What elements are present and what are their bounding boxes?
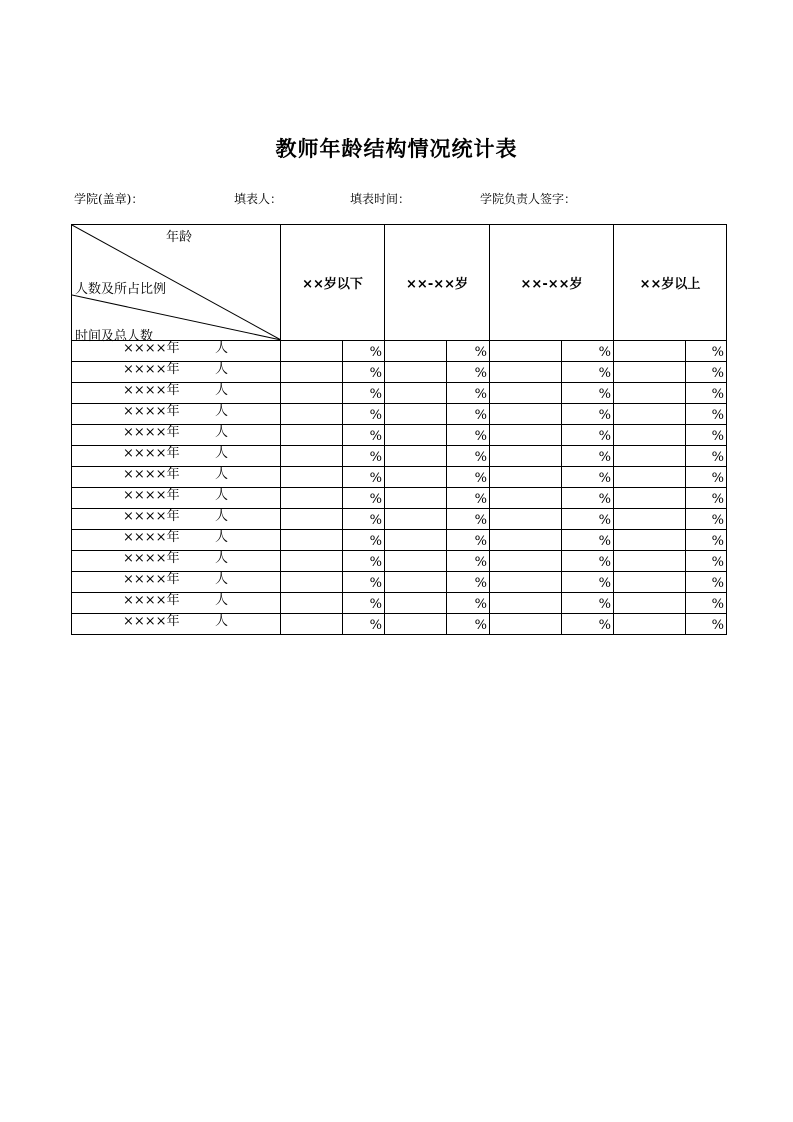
count-input-cell[interactable] xyxy=(614,341,686,362)
year-total-cell[interactable] xyxy=(72,488,281,509)
percent-cell[interactable]: % xyxy=(447,593,490,614)
count-input-cell[interactable] xyxy=(490,446,562,467)
age-group-header: ××-××岁 xyxy=(490,225,614,341)
percent-cell[interactable]: % xyxy=(447,551,490,572)
count-input-cell[interactable] xyxy=(281,614,343,635)
percent-cell[interactable]: % xyxy=(686,383,727,404)
count-input-cell[interactable] xyxy=(490,383,562,404)
percent-cell[interactable]: % xyxy=(562,383,614,404)
year-total-cell[interactable] xyxy=(72,425,281,446)
people-unit-label: 人 xyxy=(215,488,229,503)
percent-cell[interactable]: % xyxy=(686,341,727,362)
year-total-cell[interactable] xyxy=(72,551,281,572)
age-structure-table xyxy=(71,224,727,635)
count-input-cell[interactable] xyxy=(490,509,562,530)
count-input-cell[interactable] xyxy=(490,404,562,425)
table-row xyxy=(72,404,727,425)
count-input-cell[interactable] xyxy=(614,488,686,509)
year-label: ××××年 xyxy=(123,593,180,608)
count-input-cell[interactable] xyxy=(614,425,686,446)
table-row xyxy=(72,467,727,488)
percent-cell[interactable]: % xyxy=(343,425,385,446)
diagonal-header-cell xyxy=(72,225,281,344)
percent-cell[interactable]: % xyxy=(343,404,385,425)
count-input-cell[interactable] xyxy=(490,530,562,551)
percent-cell[interactable]: % xyxy=(562,404,614,425)
college-seal-label: 学院(盖章)： xyxy=(74,192,144,206)
percent-cell[interactable]: % xyxy=(343,530,385,551)
percent-cell[interactable]: % xyxy=(686,404,727,425)
count-input-cell[interactable] xyxy=(281,446,343,467)
count-input-cell[interactable] xyxy=(614,467,686,488)
count-input-cell[interactable] xyxy=(385,425,447,446)
percent-cell[interactable]: % xyxy=(447,362,490,383)
people-unit-label: 人 xyxy=(215,593,229,608)
year-total-cell[interactable] xyxy=(72,341,281,362)
count-input-cell[interactable] xyxy=(385,341,447,362)
people-unit-label: 人 xyxy=(215,530,229,545)
percent-cell[interactable]: % xyxy=(562,509,614,530)
year-label: ××××年 xyxy=(123,341,180,356)
table-row xyxy=(72,509,727,530)
table-row xyxy=(72,341,727,362)
percent-cell[interactable]: % xyxy=(686,551,727,572)
table-row xyxy=(72,488,727,509)
people-unit-label: 人 xyxy=(215,425,229,440)
percent-cell[interactable]: % xyxy=(686,362,727,383)
count-input-cell[interactable] xyxy=(281,509,343,530)
percent-cell[interactable]: % xyxy=(447,446,490,467)
count-input-cell[interactable] xyxy=(490,467,562,488)
percent-cell[interactable]: % xyxy=(447,572,490,593)
year-label: ××××年 xyxy=(123,572,180,587)
year-total-cell[interactable] xyxy=(72,530,281,551)
age-group-header: ××-××岁 xyxy=(385,225,490,341)
percent-cell[interactable]: % xyxy=(686,467,727,488)
percent-cell[interactable]: % xyxy=(686,425,727,446)
year-label: ××××年 xyxy=(123,530,180,545)
people-unit-label: 人 xyxy=(215,509,229,524)
people-unit-label: 人 xyxy=(215,404,229,419)
count-input-cell[interactable] xyxy=(614,614,686,635)
people-unit-label: 人 xyxy=(215,446,229,461)
count-input-cell[interactable] xyxy=(281,530,343,551)
percent-cell[interactable]: % xyxy=(343,446,385,467)
people-unit-label: 人 xyxy=(215,383,229,398)
year-total-cell[interactable] xyxy=(72,383,281,404)
count-input-cell[interactable] xyxy=(385,362,447,383)
count-input-cell[interactable] xyxy=(490,614,562,635)
percent-cell[interactable]: % xyxy=(686,488,727,509)
percent-cell[interactable]: % xyxy=(562,593,614,614)
count-input-cell[interactable] xyxy=(490,572,562,593)
count-input-cell[interactable] xyxy=(385,551,447,572)
percent-cell[interactable]: % xyxy=(343,467,385,488)
count-input-cell[interactable] xyxy=(614,593,686,614)
age-group-header: ××岁以下 xyxy=(281,225,385,341)
corner-time-label: 时间及总人数 xyxy=(75,329,154,344)
year-total-cell[interactable] xyxy=(72,362,281,383)
percent-cell[interactable]: % xyxy=(562,572,614,593)
table-row xyxy=(72,530,727,551)
table-row xyxy=(72,593,727,614)
year-total-cell[interactable] xyxy=(72,446,281,467)
count-input-cell[interactable] xyxy=(490,593,562,614)
count-input-cell[interactable] xyxy=(614,446,686,467)
count-input-cell[interactable] xyxy=(385,509,447,530)
percent-cell[interactable]: % xyxy=(447,404,490,425)
percent-cell[interactable]: % xyxy=(343,593,385,614)
percent-cell[interactable]: % xyxy=(343,383,385,404)
year-label: ××××年 xyxy=(123,425,180,440)
table-row xyxy=(72,551,727,572)
percent-cell[interactable]: % xyxy=(447,488,490,509)
percent-cell[interactable]: % xyxy=(562,446,614,467)
year-total-cell[interactable] xyxy=(72,467,281,488)
page-title: 教师年龄结构情况统计表 xyxy=(275,137,518,161)
percent-cell[interactable]: % xyxy=(447,425,490,446)
people-unit-label: 人 xyxy=(215,341,229,356)
percent-cell[interactable]: % xyxy=(447,509,490,530)
percent-cell[interactable]: % xyxy=(686,530,727,551)
count-input-cell[interactable] xyxy=(385,446,447,467)
count-input-cell[interactable] xyxy=(614,404,686,425)
count-input-cell[interactable] xyxy=(614,362,686,383)
people-unit-label: 人 xyxy=(215,614,229,629)
percent-cell[interactable]: % xyxy=(447,614,490,635)
count-input-cell[interactable] xyxy=(281,383,343,404)
table-row xyxy=(72,425,727,446)
percent-cell[interactable]: % xyxy=(343,551,385,572)
table-row xyxy=(72,614,727,635)
percent-cell[interactable]: % xyxy=(343,614,385,635)
count-input-cell[interactable] xyxy=(614,530,686,551)
count-input-cell[interactable] xyxy=(385,383,447,404)
count-input-cell[interactable] xyxy=(614,383,686,404)
count-input-cell[interactable] xyxy=(385,467,447,488)
people-unit-label: 人 xyxy=(215,551,229,566)
percent-cell[interactable]: % xyxy=(447,530,490,551)
people-unit-label: 人 xyxy=(215,572,229,587)
count-input-cell[interactable] xyxy=(281,425,343,446)
year-total-cell[interactable] xyxy=(72,572,281,593)
people-unit-label: 人 xyxy=(215,467,229,482)
count-input-cell[interactable] xyxy=(614,572,686,593)
year-total-cell[interactable] xyxy=(72,509,281,530)
signature-label: 学院负责人签字： xyxy=(480,192,577,206)
percent-cell[interactable]: % xyxy=(562,341,614,362)
count-input-cell[interactable] xyxy=(614,551,686,572)
corner-ratio-label: 人数及所占比例 xyxy=(75,282,167,297)
year-label: ××××年 xyxy=(123,446,180,461)
table-row xyxy=(72,383,727,404)
year-label: ××××年 xyxy=(123,467,180,482)
count-input-cell[interactable] xyxy=(385,488,447,509)
count-input-cell[interactable] xyxy=(490,425,562,446)
table-row xyxy=(72,362,727,383)
percent-cell[interactable]: % xyxy=(686,593,727,614)
count-input-cell[interactable] xyxy=(281,341,343,362)
percent-cell[interactable]: % xyxy=(343,488,385,509)
year-total-cell[interactable] xyxy=(72,404,281,425)
year-total-cell[interactable] xyxy=(72,593,281,614)
year-label: ××××年 xyxy=(123,551,180,566)
count-input-cell[interactable] xyxy=(281,593,343,614)
percent-cell[interactable]: % xyxy=(562,362,614,383)
count-input-cell[interactable] xyxy=(385,572,447,593)
count-input-cell[interactable] xyxy=(490,488,562,509)
age-group-header: ××岁以上 xyxy=(614,225,727,341)
people-unit-label: 人 xyxy=(215,362,229,377)
percent-cell[interactable]: % xyxy=(686,614,727,635)
year-total-cell[interactable] xyxy=(72,614,281,635)
count-input-cell[interactable] xyxy=(281,404,343,425)
count-input-cell[interactable] xyxy=(281,488,343,509)
count-input-cell[interactable] xyxy=(281,467,343,488)
count-input-cell[interactable] xyxy=(614,509,686,530)
percent-cell[interactable]: % xyxy=(343,341,385,362)
table-row xyxy=(72,572,727,593)
percent-cell[interactable]: % xyxy=(562,488,614,509)
count-input-cell[interactable] xyxy=(385,614,447,635)
percent-cell[interactable]: % xyxy=(686,446,727,467)
percent-cell[interactable]: % xyxy=(562,425,614,446)
count-input-cell[interactable] xyxy=(281,362,343,383)
year-label: ××××年 xyxy=(123,383,180,398)
count-input-cell[interactable] xyxy=(385,404,447,425)
year-label: ××××年 xyxy=(123,614,180,629)
percent-cell[interactable]: % xyxy=(562,467,614,488)
percent-cell[interactable]: % xyxy=(343,572,385,593)
percent-cell[interactable]: % xyxy=(447,467,490,488)
percent-cell[interactable]: % xyxy=(447,383,490,404)
corner-age-label: 年龄 xyxy=(166,230,193,245)
percent-cell[interactable]: % xyxy=(562,551,614,572)
count-input-cell[interactable] xyxy=(385,593,447,614)
percent-cell[interactable]: % xyxy=(686,572,727,593)
count-input-cell[interactable] xyxy=(490,362,562,383)
count-input-cell[interactable] xyxy=(490,341,562,362)
percent-cell[interactable]: % xyxy=(447,341,490,362)
percent-cell[interactable]: % xyxy=(562,614,614,635)
percent-cell[interactable]: % xyxy=(343,362,385,383)
count-input-cell[interactable] xyxy=(385,530,447,551)
year-label: ××××年 xyxy=(123,362,180,377)
year-label: ××××年 xyxy=(123,404,180,419)
percent-cell[interactable]: % xyxy=(562,530,614,551)
count-input-cell[interactable] xyxy=(281,572,343,593)
year-label: ××××年 xyxy=(123,488,180,503)
count-input-cell[interactable] xyxy=(281,551,343,572)
count-input-cell[interactable] xyxy=(490,551,562,572)
table-row xyxy=(72,446,727,467)
year-label: ××××年 xyxy=(123,509,180,524)
fill-time-label: 填表时间： xyxy=(350,192,411,206)
header-row xyxy=(72,225,727,341)
percent-cell[interactable]: % xyxy=(343,509,385,530)
percent-cell[interactable]: % xyxy=(686,509,727,530)
filler-label: 填表人： xyxy=(234,192,283,206)
